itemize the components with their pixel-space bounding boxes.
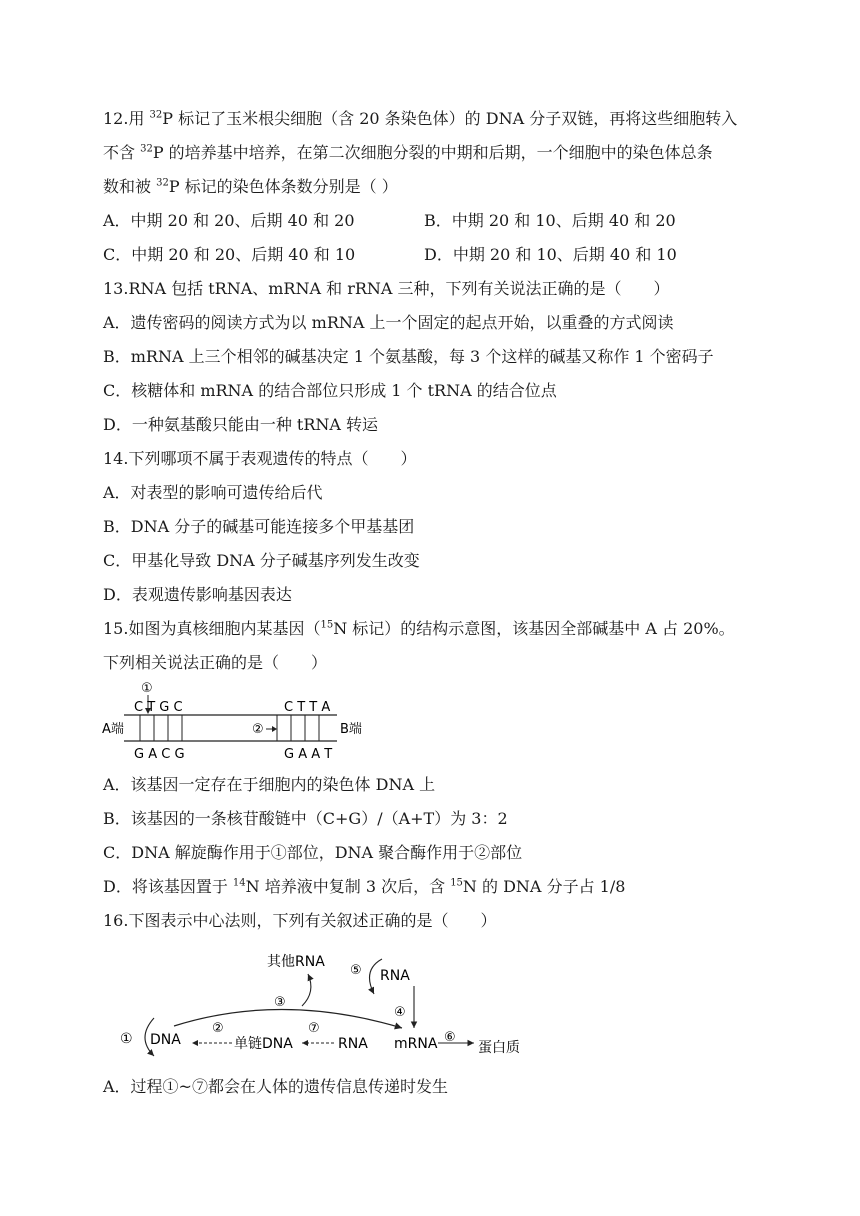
other-rna-label: 其他RNA: [267, 954, 325, 970]
q12-stem-line-2: 不含 $^{32}$P 的培养基中培养，在第二次细胞分裂的中期和后期，一个细胞中的染色体总条: [103, 143, 713, 162]
q13-option-a: A．遗传密码的阅读方式为以 mRNA 上一个固定的起点开始，以重叠的方式阅读: [103, 313, 674, 332]
bottom-right-sequence: G A A T: [284, 747, 333, 762]
q15-stem-line-2: 下列相关说法正确的是（ ）: [103, 653, 328, 672]
single-strand-dna-label: 单链DNA: [234, 1036, 293, 1052]
q12-stem-line-1: 12.用 $^{32}$P 标记了玉米根尖细胞（含 20 条染色体）的 DNA 分子双链，再将这些细胞转入: [103, 109, 738, 128]
top-right-sequence: C T T A: [284, 700, 331, 715]
q16-option-a: A．过程①~⑦都会在人体的遗传信息传递时发生: [103, 1077, 448, 1096]
q12-option-c: C．中期 20 和 20、后期 40 和 10: [103, 245, 356, 264]
mrna-label: mRNA: [394, 1036, 438, 1052]
process-6-label: ⑥: [444, 1030, 456, 1045]
q13-option-d: D．一种氨基酸只能由一种 tRNA 转运: [103, 415, 379, 434]
end-a-label: A端: [102, 722, 124, 737]
q13-option-b: B．mRNA 上三个相邻的碱基决定 1 个氨基酸，每 3 个这样的碱基又称作 1 个密码子: [103, 347, 714, 366]
bottom-left-sequence: G A C G: [134, 747, 185, 762]
process-1-label: ①: [120, 1031, 133, 1047]
marker-2-arrowhead: [272, 726, 277, 732]
process-2-label: ②: [212, 1021, 224, 1036]
marker-2-label: ②: [252, 722, 264, 737]
q15-option-b: B．该基因的一条核苷酸链中（C+G）/（A+T）为 3：2: [103, 809, 508, 828]
q15-option-a: A．该基因一定存在于细胞内的染色体 DNA 上: [103, 775, 436, 794]
q14-stem: 14.下列哪项不属于表观遗传的特点（ ）: [103, 449, 417, 468]
q13-option-c: C．核糖体和 mRNA 的结合部位只形成 1 个 tRNA 的结合位点: [103, 381, 557, 400]
process-5-label: ⑤: [350, 963, 362, 978]
q14-option-c: C．甲基化导致 DNA 分子碱基序列发生改变: [103, 551, 420, 570]
q14-option-b: B．DNA 分子的碱基可能连接多个甲基基团: [103, 517, 415, 536]
q16-stem: 16.下图表示中心法则，下列有关叙述正确的是（ ）: [103, 911, 497, 930]
end-b-label: B端: [340, 722, 362, 737]
q12-stem-line-3: 数和被 $^{32}$P 标记的染色体条数分别是（ ）: [103, 177, 398, 196]
q15-stem-line-1: 15.如图为真核细胞内某基因（$^{15}$N 标记）的结构示意图，该基因全部碱基中 A 占 20%。: [103, 619, 735, 638]
q15-option-c: C．DNA 解旋酶作用于①部位，DNA 聚合酶作用于②部位: [103, 843, 523, 862]
q12-option-a: A．中期 20 和 20、后期 40 和 20: [103, 211, 355, 230]
other-rna-branch: [302, 974, 311, 1006]
q12-option-d: D．中期 20 和 10、后期 40 和 10: [424, 245, 677, 264]
q14-option-d: D．表观遗传影响基因表达: [103, 585, 292, 604]
process-4-label: ④: [394, 1005, 406, 1020]
top-left-sequence: C T G C: [134, 700, 183, 715]
transcription-arc: [174, 1009, 402, 1028]
top-rna-label: RNA: [380, 968, 410, 984]
marker-1-label: ①: [141, 681, 153, 696]
protein-label: 蛋白质: [478, 1040, 520, 1056]
dna-label: DNA: [150, 1032, 181, 1048]
dna-structure-diagram: [100, 678, 370, 770]
q13-stem: 13.RNA 包括 tRNA、mRNA 和 rRNA 三种，下列有关说法正确的是（ ）: [103, 279, 670, 298]
q14-option-a: A．对表型的影响可遗传给后代: [103, 483, 323, 502]
process-3-label: ③: [274, 995, 286, 1010]
mid-rna-label: RNA: [338, 1036, 368, 1052]
central-dogma-diagram: [112, 942, 532, 1064]
q15-option-d: D．将该基因置于 $^{14}$N 培养液中复制 3 次后，含 $^{15}$N 的 DNA 分子占 1/8: [103, 877, 626, 896]
process-7-label: ⑦: [308, 1021, 320, 1036]
q12-option-b: B．中期 20 和 10、后期 40 和 20: [424, 211, 676, 230]
